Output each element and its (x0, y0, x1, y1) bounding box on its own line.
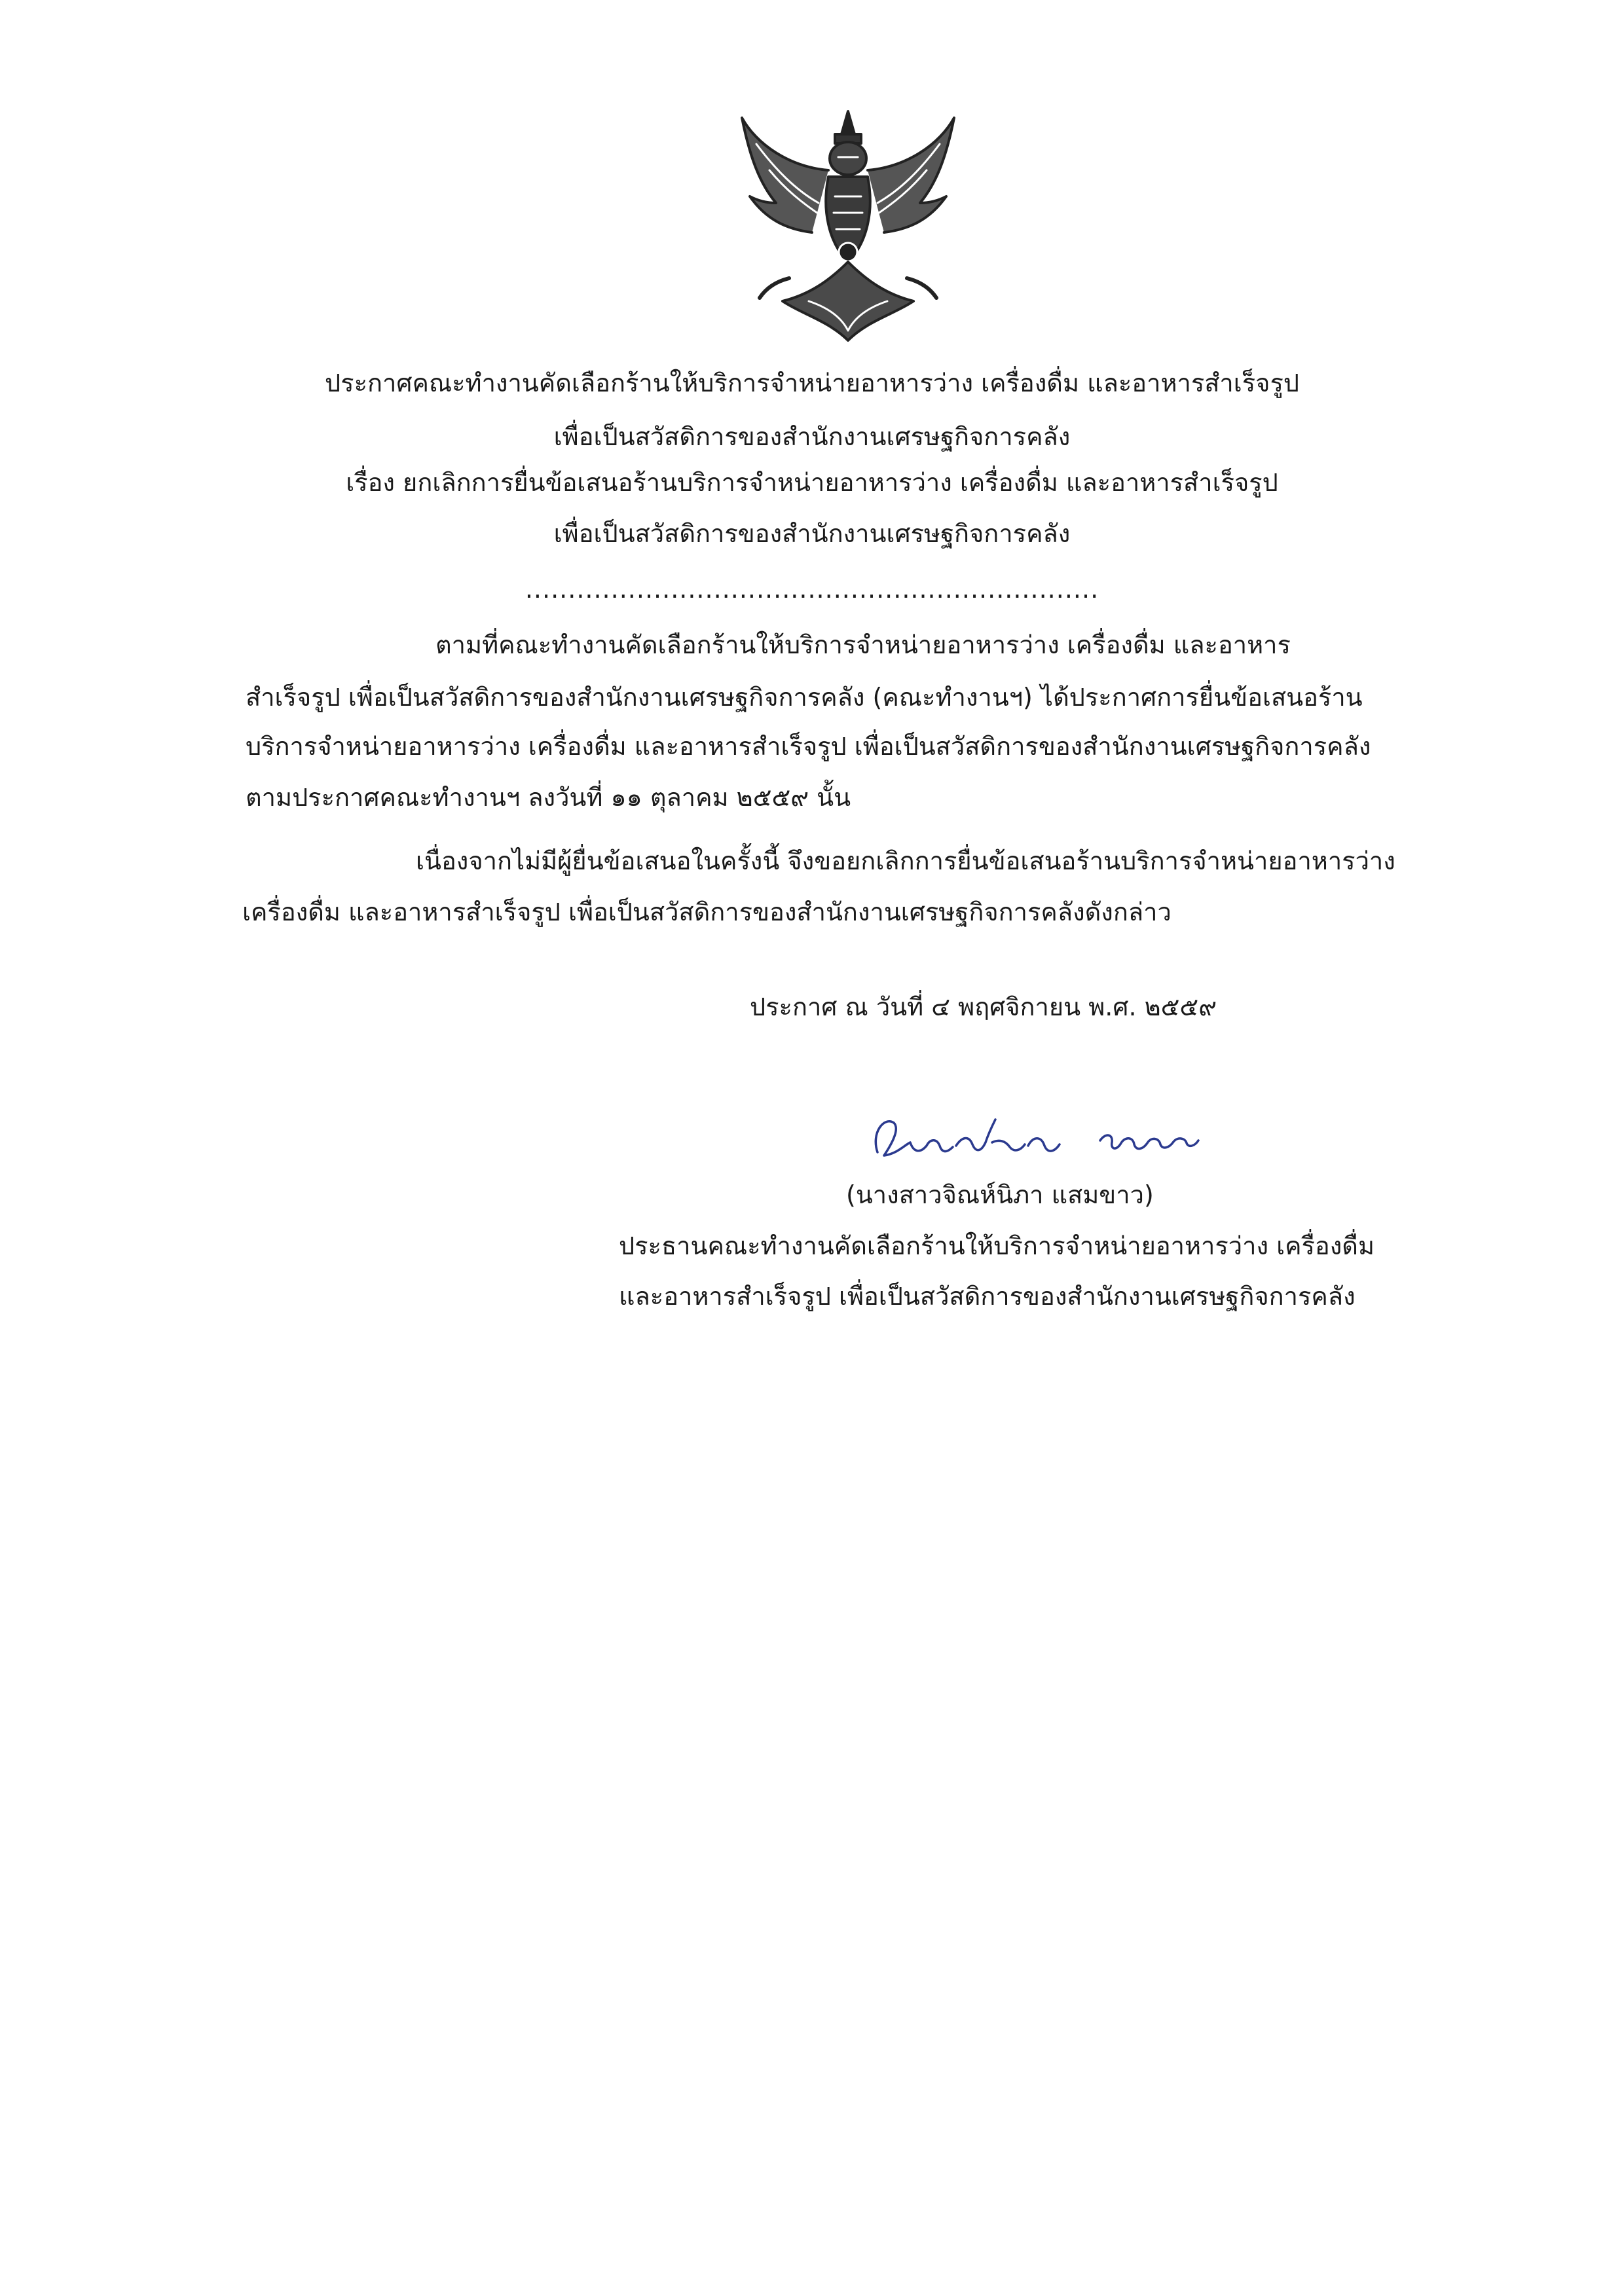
announcement-subject-line-2: เพื่อเป็นสวัสดิการของสำนักงานเศรษฐกิจการคลัง (553, 519, 1071, 548)
paragraph-1-line-2: สำเร็จรูป เพื่อเป็นสวัสดิการของสำนักงานเศรษฐกิจการคลัง (คณะทำงานฯ) ได้ประกาศการยื่นข้อเสนอร้าน (246, 683, 1363, 712)
paragraph-2-line-2: เครื่องดื่ม และอาหารสำเร็จรูป เพื่อเป็นสวัสดิการของสำนักงานเศรษฐกิจการคลังดังกล่าว (242, 898, 1172, 926)
announcement-date: ประกาศ ณ วันที่ ๔ พฤศจิกายน พ.ศ. ๒๕๕๙ (750, 993, 1217, 1021)
separator-dots: ................................................................... (525, 575, 1099, 604)
announcement-title-line-2: เพื่อเป็นสวัสดิการของสำนักงานเศรษฐกิจการคลัง (553, 422, 1071, 451)
announcement-subject-line-1: เรื่อง ยกเลิกการยื่นข้อเสนอร้านบริการจำหน่ายอาหารว่าง เครื่องดื่ม และอาหารสำเร็จรูป (346, 468, 1278, 497)
signatory-position-line-2: และอาหารสำเร็จรูป เพื่อเป็นสวัสดิการของสำนักงานเศรษฐกิจการคลัง (619, 1282, 1356, 1311)
paragraph-1-line-3: บริการจำหน่ายอาหารว่าง เครื่องดื่ม และอาหารสำเร็จรูป เพื่อเป็นสวัสดิการของสำนักงานเศรษฐกิจการคลัง (246, 732, 1371, 761)
announcement-title-line-1: ประกาศคณะทำงานคัดเลือกร้านให้บริการจำหน่ายอาหารว่าง เครื่องดื่ม และอาหารสำเร็จรูป (325, 369, 1299, 397)
paragraph-1-line-1: ตามที่คณะทำงานคัดเลือกร้านให้บริการจำหน่ายอาหารว่าง เครื่องดื่ม และอาหาร (435, 630, 1291, 659)
paragraph-1-line-4: ตามประกาศคณะทำงานฯ ลงวันที่ ๑๑ ตุลาคม ๒๕๕๙ นั้น (246, 783, 851, 812)
paragraph-2-line-1: เนื่องจากไม่มีผู้ยื่นข้อเสนอในครั้งนี้ จึงขอยกเลิกการยื่นข้อเสนอร้านบริการจำหน่ายอาหารว่าง (416, 847, 1395, 875)
signatory-name: (นางสาวจิณห์นิภา แสมขาว) (846, 1180, 1154, 1209)
handwritten-signature (864, 1106, 1231, 1178)
garuda-emblem-icon (730, 105, 966, 347)
signatory-position-line-1: ประธานคณะทำงานคัดเลือกร้านให้บริการจำหน่ายอาหารว่าง เครื่องดื่ม (619, 1231, 1375, 1260)
